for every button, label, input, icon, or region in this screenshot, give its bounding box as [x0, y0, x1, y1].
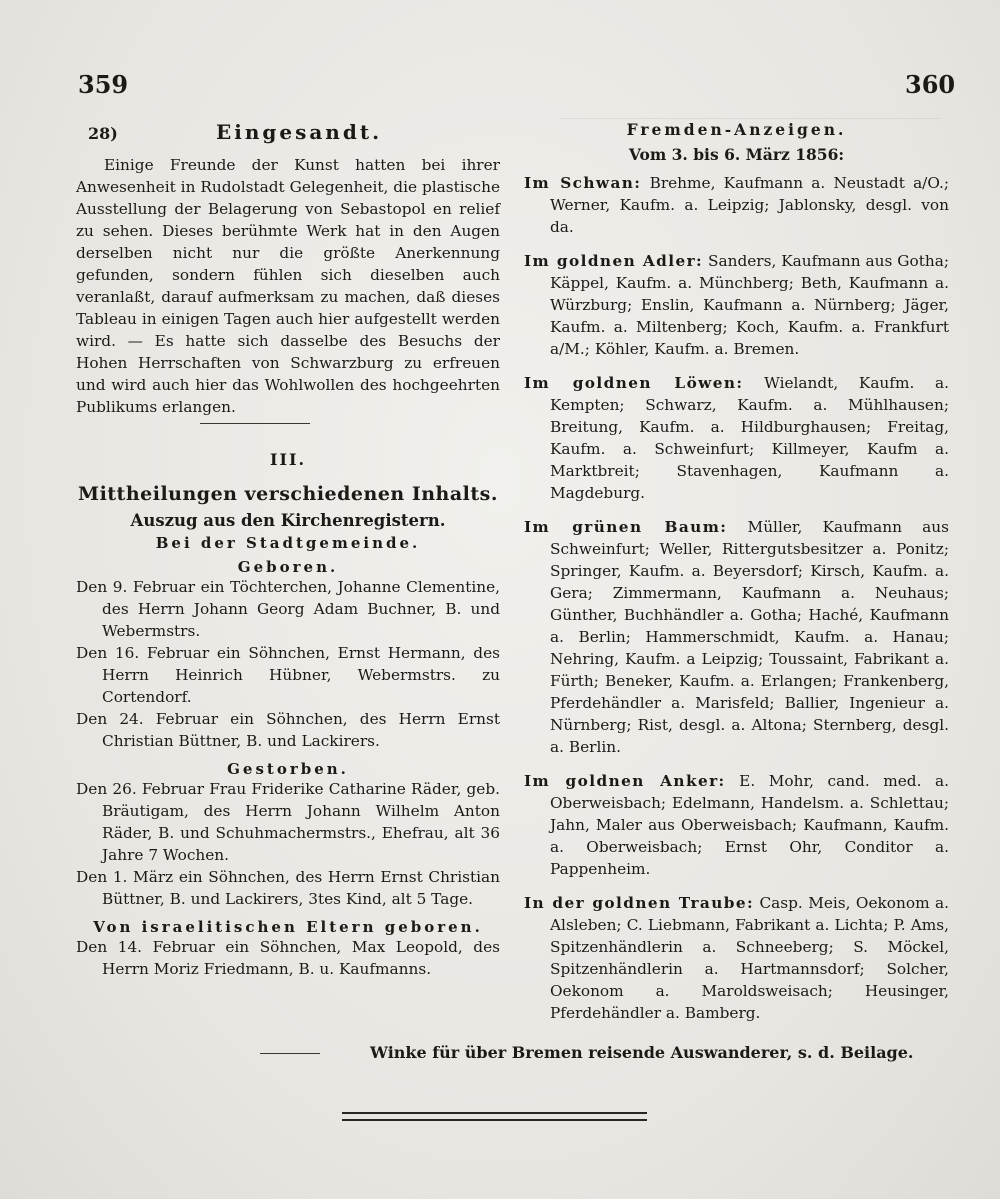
subsection-title: Auszug aus den Kirchenregistern. [130, 511, 446, 530]
hotel-name: Im goldnen Adler: [524, 252, 704, 270]
guest-list-entry [524, 172, 949, 238]
left-column [76, 120, 500, 980]
footer-dash [260, 1053, 320, 1054]
eingesandt-header [76, 120, 500, 154]
hotel-name: Im Schwan: [524, 174, 642, 192]
born-heading: Geboren. [237, 558, 339, 576]
hotel-name: Im goldnen Löwen: [524, 374, 744, 392]
page-number-left: 359 [78, 70, 129, 99]
born-entry: Den 24. Februar ein Söhnchen, des Herrn Ernst Christian Büttner, B. und Lackirers. [76, 710, 500, 750]
guest-names: Brehme, Kaufmann a. Neustadt a/O.; Werner, Kaufm. a. Leipzig; Jablonsky, desgl. von da. [550, 174, 949, 236]
guest-list-entry [524, 250, 949, 360]
hotel-name: Im grünen Baum: [524, 518, 728, 536]
israelite-heading: Von israelitischen Eltern geboren. [93, 918, 483, 936]
born-entry: Den 16. Februar ein Söhnchen, Ernst Hermann, des Herrn Heinrich Hübner, Webermstrs. zu Cortendorf. [76, 644, 500, 706]
double-rule [342, 1112, 647, 1121]
guest-list-entry [524, 516, 949, 758]
page-number-right: 360 [905, 70, 956, 99]
date-range: Vom 3. bis 6. März 1856: [628, 145, 845, 164]
guest-names: Sanders, Kaufmann aus Gotha; Käppel, Kaufm. a. Münchberg; Beth, Kaufmann a. Würzburg; Enslin, Kaufmann a. Nürnberg; Jäger, Kaufm. a. Miltenberg; Koch, Kaufm. a. Frankfurt a/M.; Köhler, Kaufm. a. Bremen. [550, 252, 949, 358]
died-entry: Den 26. Februar Frau Friderike Catharine Räder, geb. Bräutigam, des Herrn Johann Wilhelm Anton Räder, B. und Schuhmachermstrs., Ehefrau, alt 36 Jahre 7 Wochen. [76, 780, 500, 864]
born-entry: Den 9. Februar ein Töchterchen, Johanne Clementine, des Herrn Johann Georg Adam Buchner, B. und Webermstrs. [76, 578, 500, 640]
died-entry: Den 1. März ein Söhnchen, des Herrn Ernst Christian Büttner, B. und Lackirers, 3tes Kind, alt 5 Tage. [76, 868, 500, 908]
died-heading: Gestorben. [227, 760, 349, 778]
guest-names: Casp. Meis, Oekonom a. Alsleben; C. Liebmann, Fabrikant a. Lichta; P. Ams, Spitzenhändlerin a. Schneeberg; S. Möckel, Spitzenhändlerin a. Hartmannsdorf; Solcher, Oekonom a. Maroldsweisach; Heusinger, Pferdehändler a. Bamberg. [550, 894, 949, 1022]
guest-names: Wielandt, Kaufm. a. Kempten; Schwarz, Kaufm. a. Mühlhausen; Breitung, Kaufm. a. Hildburghausen; Freitag, Kaufm. a. Schweinfurt; Killmeyer, Kaufm a. Marktbreit; Stavenhagen, Kaufmann a. Magdeburg. [550, 374, 949, 502]
guest-list-entry [524, 770, 949, 880]
guest-names: E. Mohr, cand. med. a. Oberweisbach; Edelmann, Handelsm. a. Schlettau; Jahn, Maler aus Oberweisbach; Kaufmann, Kaufm. a. Oberweisbach; Ernst Ohr, Conditor a. Pappenheim. [550, 772, 950, 878]
section-number: III. [269, 450, 307, 469]
parish-heading: Bei der Stadtgemeinde. [155, 534, 421, 552]
fremden-title: Fremden-Anzeigen. [626, 120, 847, 139]
israelite-entry: Den 14. Februar ein Söhnchen, Max Leopold, des Herrn Moriz Friedmann, B. u. Kaufmanns. [76, 938, 500, 978]
section-title: Mittheilungen verschiedenen Inhalts. [78, 483, 498, 505]
eingesandt-number: 28) [88, 124, 118, 143]
hotel-name: In der goldnen Traube: [524, 894, 755, 912]
guest-names: Müller, Kaufmann aus Schweinfurt; Weller, Rittergutsbesitzer a. Ponitz; Springer, Kaufm. a. Beyersdorf; Kirsch, Kaufm. a. Gera; Zimmermann, Kaufmann a. Neuhaus; Günther, Buchhändler a. Gotha; Haché, Kaufmann a. Berlin; Hammerschmidt, Kaufm. a. Hanau; Nehring, Kaufm. a Leipzig; Toussaint, Fabrikant a. Fürth; Beneker, Kaufm. a. Erlangen; Frankenberg, Pferdehändler a. Marisfeld; Ballier, Ingenieur a. Nürnberg; Rist, desgl. a. Altona; Sternberg, desgl. a. Berlin. [550, 518, 949, 756]
guest-list-entry [524, 372, 949, 504]
eingesandt-paragraph: Einige Freunde der Kunst hatten bei ihrer Anwesenheit in Rudolstadt Gelegenheit, die plastische Ausstellung der Belagerung von Sebastopol en relief zu sehen. Dieses berühmte Werk hat in den Augen derselben nicht nur die größte Anerkennung gefunden, sondern fühlen sich dieselben auch veranlaßt, darauf aufmerksam zu machen, daß dieses Tableau in einigen Tagen auch hier aufgestellt werden wird. — Es hatte sich dasselbe des Besuchs der Hohen Herrschaften von Schwarzburg zu erfreuen und wird auch hier das Wohlwollen des hochgeehrten Publikums erlangen. [76, 156, 500, 416]
guest-list-entry [524, 892, 949, 1024]
divider-rule [200, 423, 310, 424]
right-column [524, 120, 949, 1024]
beilage-note: Winke für über Bremen reisende Auswanderer, s. d. Beilage. [370, 1043, 914, 1062]
hotel-name: Im goldnen Anker: [524, 772, 726, 790]
eingesandt-title: Eingesandt. [216, 120, 383, 144]
